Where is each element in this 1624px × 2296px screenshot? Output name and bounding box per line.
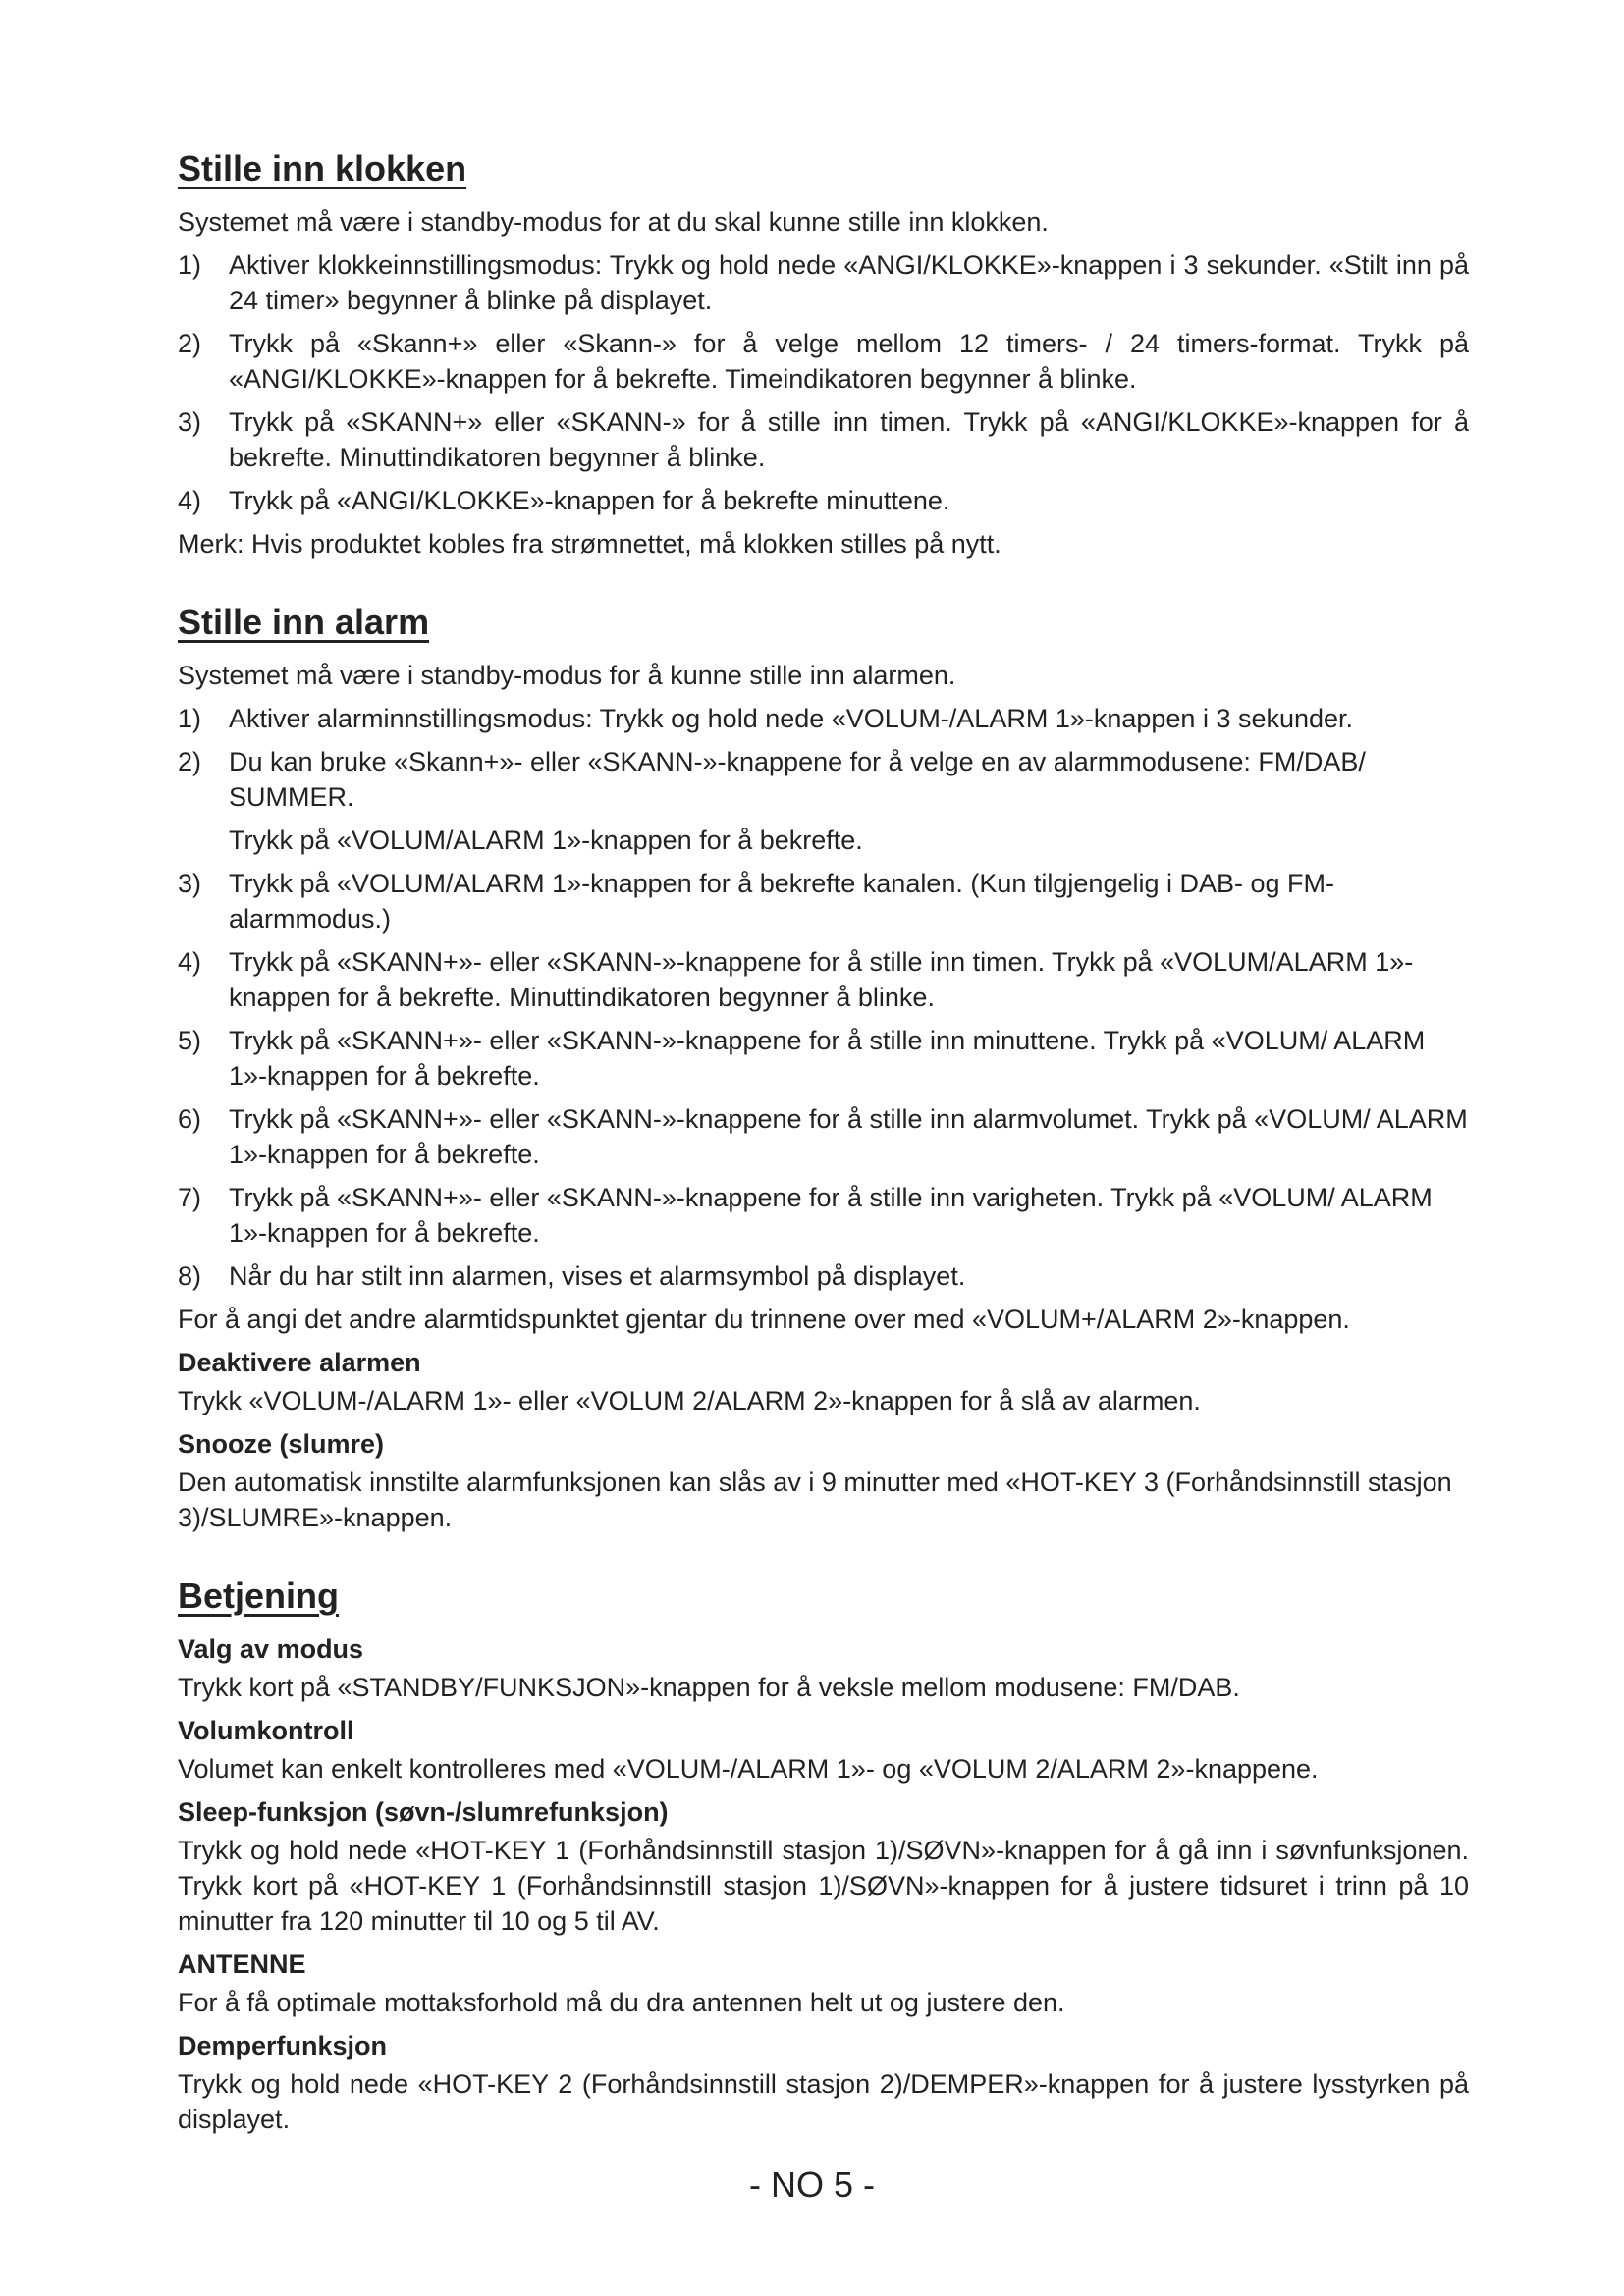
deactivate-text: Trykk «VOLUM-/ALARM 1»- eller «VOLUM 2/ALARM 2»-knappen for å slå av alarmen. — [178, 1386, 1201, 1415]
alarm-second-alarm: For å angi det andre alarmtidspunktet gjentar du trinnene over med «VOLUM+/ALARM 2»-knappen. — [178, 1305, 1350, 1334]
alarm-steps — [178, 701, 1469, 815]
list-item — [178, 701, 1469, 736]
step-text: Du kan bruke «Skann+»- eller «SKANN-»-knappene for å velge en av alarmmodusene: FM/DAB/ SUMMER. — [229, 747, 1366, 812]
page-content — [178, 147, 1469, 2176]
list-item — [178, 1180, 1469, 1251]
step-number: 5) — [178, 1026, 202, 1055]
step-text: Trykk på «SKANN+»- eller «SKANN-»-knappene for å stille inn varigheten. Trykk på «VOLUM/ ALARM 1»-knappen for å bekrefte. — [229, 1183, 1433, 1248]
snooze-text: Den automatisk innstilte alarmfunksjonen kan slås av i 9 minutter med «HOT-KEY 3 (Forhåndsinnstill stasjon 3)/SLUMRE»-knappen. — [178, 1468, 1452, 1532]
step-text: Trykk på «SKANN+»- eller «SKANN-»-knappene for å stille inn timen. Trykk på «VOLUM/ALARM 1»-knappen for å bekrefte. Minuttindikatoren begynner å blinke. — [229, 947, 1414, 1012]
clock-intro: Systemet må være i standby-modus for at du skal kunne stille inn klokken. — [178, 207, 1049, 237]
mode-heading: Valg av modus — [178, 1634, 364, 1664]
list-item — [178, 866, 1469, 936]
step-text: Trykk på «SKANN+» eller «SKANN-» for å stille inn timen. Trykk på «ANGI/KLOKKE»-knappen for å bekrefte. Minuttindikatoren begynner å blinke. — [229, 407, 1469, 472]
antenna-heading: ANTENNE — [178, 1949, 306, 1979]
list-item — [178, 326, 1469, 397]
step-number: 3) — [178, 407, 202, 437]
alarm-step2-confirm: Trykk på «VOLUM/ALARM 1»-knappen for å bekrefte. — [229, 826, 863, 855]
alarm-steps-continued — [178, 866, 1469, 1294]
list-item — [178, 483, 1469, 518]
step-number: 8) — [178, 1261, 202, 1291]
list-item — [178, 744, 1469, 815]
step-number: 1) — [178, 250, 202, 280]
snooze-heading: Snooze (slumre) — [178, 1429, 385, 1459]
section-title-alarm: Stille inn alarm — [178, 602, 430, 642]
alarm-intro: Systemet må være i standby-modus for å kunne stille inn alarmen. — [178, 661, 956, 690]
page-number: - NO 5 - — [748, 2164, 875, 2205]
step-text: Når du har stilt inn alarmen, vises et alarmsymbol på displayet. — [229, 1261, 966, 1291]
clock-steps — [178, 247, 1469, 518]
deactivate-heading: Deaktivere alarmen — [178, 1348, 421, 1377]
section-title-clock: Stille inn klokken — [178, 148, 467, 188]
section-alarm — [178, 601, 1469, 1535]
section-title-operation: Betjening — [178, 1575, 340, 1616]
step-number: 6) — [178, 1104, 202, 1134]
list-item — [178, 1023, 1469, 1094]
list-item — [178, 247, 1469, 318]
step-number: 4) — [178, 486, 202, 515]
step-number: 7) — [178, 1183, 202, 1212]
volume-text: Volumet kan enkelt kontrolleres med «VOLUM-/ALARM 1»- og «VOLUM 2/ALARM 2»-knappene. — [178, 1754, 1319, 1784]
section-operation — [178, 1575, 1469, 2137]
clock-note: Merk: Hvis produktet kobles fra strømnettet, må klokken stilles på nytt. — [178, 529, 1001, 559]
list-item — [178, 944, 1469, 1015]
list-item — [178, 1258, 1469, 1294]
step-text: Trykk på «Skann+» eller «Skann-» for å velge mellom 12 timers- / 24 timers-format. Trykk på «ANGI/KLOKKE»-knappen for å bekrefte. Timeindikatoren begynner å blinke. — [229, 329, 1469, 394]
list-item — [178, 1101, 1469, 1172]
sleep-text: Trykk og hold nede «HOT-KEY 1 (Forhåndsinnstill stasjon 1)/SØVN»-knappen for å gå inn i søvnfunksjonen. Trykk kort på «HOT-KEY 1 (Forhåndsinnstill stasjon 1)/SØVN»-knappen for å justere tidsuret i trinn på 10 minutter fra 120 minutter til 10 og 5 til AV. — [178, 1836, 1469, 1936]
section-clock — [178, 147, 1469, 561]
step-text: Trykk på «ANGI/KLOKKE»-knappen for å bekrefte minuttene. — [229, 486, 950, 515]
step-text: Aktiver alarminnstillingsmodus: Trykk og hold nede «VOLUM-/ALARM 1»-knappen i 3 sekunder. — [229, 704, 1354, 733]
list-item — [178, 404, 1469, 475]
step-number: 3) — [178, 869, 202, 898]
sleep-heading: Sleep-funksjon (søvn-/slumrefunksjon) — [178, 1797, 669, 1827]
step-text: Trykk på «VOLUM/ALARM 1»-knappen for å bekrefte kanalen. (Kun tilgjengelig i DAB- og FM-alarmmodus.) — [229, 869, 1335, 934]
mode-text: Trykk kort på «STANDBY/FUNKSJON»-knappen for å veksle mellom modusene: FM/DAB. — [178, 1673, 1240, 1702]
step-number: 2) — [178, 747, 202, 776]
volume-heading: Volumkontroll — [178, 1716, 354, 1745]
step-number: 4) — [178, 947, 202, 977]
dimmer-heading: Demperfunksjon — [178, 2031, 388, 2060]
step-text: Aktiver klokkeinnstillingsmodus: Trykk og hold nede «ANGI/KLOKKE»-knappen i 3 sekunder. «Stilt inn på 24 timer» begynner å blinke på displayet. — [229, 250, 1469, 315]
dimmer-text: Trykk og hold nede «HOT-KEY 2 (Forhåndsinnstill stasjon 2)/DEMPER»-knappen for å justere lysstyrken på displayet. — [178, 2069, 1469, 2134]
step-number: 1) — [178, 704, 202, 733]
step-text: Trykk på «SKANN+»- eller «SKANN-»-knappene for å stille inn minuttene. Trykk på «VOLUM/ ALARM 1»-knappen for å bekrefte. — [229, 1026, 1426, 1091]
antenna-text: For å få optimale mottaksforhold må du dra antennen helt ut og justere den. — [178, 1988, 1065, 2017]
step-number: 2) — [178, 329, 202, 358]
step-text: Trykk på «SKANN+»- eller «SKANN-»-knappene for å stille inn alarmvolumet. Trykk på «VOLUM/ ALARM 1»-knappen for å bekrefte. — [229, 1104, 1468, 1169]
